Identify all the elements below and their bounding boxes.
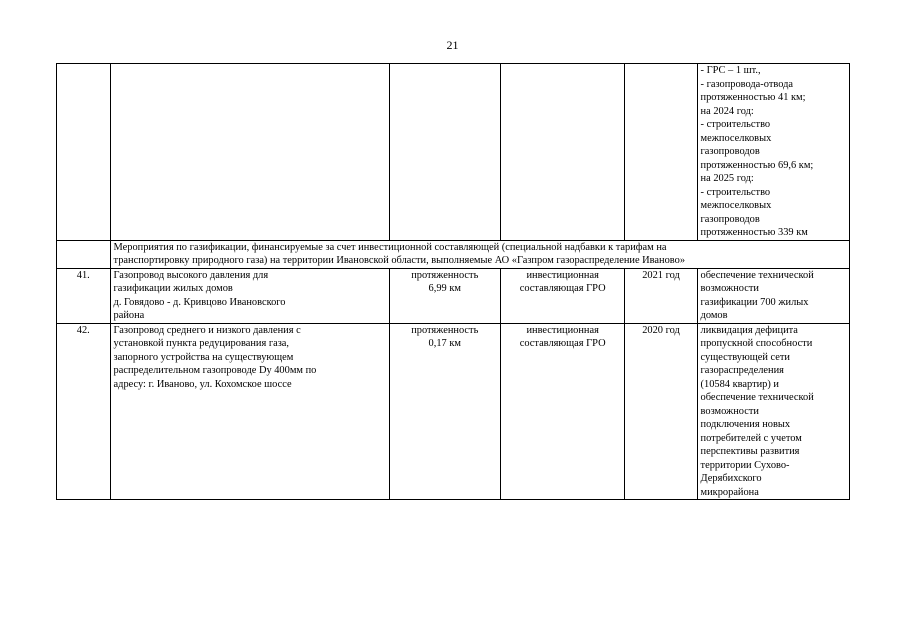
result-line: перспективы развития: [700, 446, 800, 457]
result-cell: [697, 323, 849, 500]
object-line: запорного устройства на существующем: [113, 351, 294, 363]
result-line: ликвидация дефицита: [700, 324, 798, 336]
result-line: - газопровода-отвода: [700, 78, 793, 90]
object-line: распределительном газопроводе Dу 400мм по: [113, 365, 317, 376]
object-line: района: [113, 310, 145, 321]
param-line: протяженность: [411, 324, 479, 336]
section-header-line: транспортировку природного газа) на территории Ивановской области, выполняемые АО «Газпром газораспределение Иваново»: [113, 255, 686, 266]
continuation-result-cell: [697, 64, 849, 241]
result-line: - строительство: [700, 119, 771, 130]
year-cell: 2021 год: [625, 268, 697, 323]
row-number: 42.: [57, 323, 111, 500]
object-line: Газопровод высокого давления для: [113, 269, 269, 281]
section-header-number-cell: [57, 240, 111, 268]
param-line: 6,99 км: [428, 283, 461, 294]
source-line: инвестиционная: [526, 324, 599, 336]
object-line: д. Говядово - д. Кривцово Ивановского: [113, 296, 286, 308]
year-cell: 2020 год: [625, 323, 697, 500]
continuation-row: [57, 64, 850, 241]
result-line: межпоселковых: [700, 200, 772, 211]
continuation-source-cell: [500, 64, 625, 241]
result-line: пропускной способности: [700, 338, 813, 349]
source-cell: [500, 268, 625, 323]
result-line: на 2024 год:: [700, 105, 754, 117]
result-line: газораспределения: [700, 365, 784, 376]
source-line: составляющая ГРО: [519, 338, 606, 349]
result-line: на 2025 год:: [700, 173, 754, 184]
result-line: обеспечение технической: [700, 269, 814, 281]
section-header-line: Мероприятия по газификации, финансируемые за счет инвестиционной составляющей (специальной надбавки к тарифам на: [113, 241, 667, 253]
param-line: протяженность: [411, 269, 479, 281]
row-number: 41.: [57, 268, 111, 323]
result-line: подключения новых: [700, 419, 791, 430]
source-cell: [500, 323, 625, 500]
result-line: существующей сети: [700, 351, 790, 363]
section-header-cell: [110, 240, 849, 268]
result-line: обеспечение технической: [700, 392, 814, 403]
object-line: адресу: г. Иваново, ул. Кохомское шоссе: [113, 378, 292, 390]
result-line: газопроводов: [700, 213, 760, 225]
result-cell: [697, 268, 849, 323]
result-line: домов: [700, 310, 728, 321]
result-line: межпоселковых: [700, 132, 772, 144]
result-line: - строительство: [700, 186, 771, 198]
result-line: территории Сухово-: [700, 459, 790, 471]
continuation-year-cell: [625, 64, 697, 241]
object-line: установкой пункта редуцирования газа,: [113, 338, 290, 349]
continuation-param-cell: [389, 64, 500, 241]
object-cell: [110, 323, 389, 500]
result-line: протяженностью 339 км: [700, 227, 808, 238]
result-line: газопроводов: [700, 146, 760, 157]
object-cell: [110, 268, 389, 323]
continuation-number-cell: [57, 64, 111, 241]
object-line: газификации жилых домов: [113, 283, 233, 294]
result-line: потребителей с учетом: [700, 432, 802, 444]
result-line: протяженностью 41 км;: [700, 92, 806, 103]
param-cell: [389, 323, 500, 500]
result-line: протяженностью 69,6 км;: [700, 159, 814, 171]
result-line: возможности: [700, 283, 759, 294]
object-line: Газопровод среднего и низкого давления с: [113, 324, 301, 336]
table-row: [57, 268, 850, 323]
result-line: - ГРС – 1 шт.,: [700, 65, 761, 76]
page-number: 21: [446, 38, 459, 52]
param-cell: [389, 268, 500, 323]
result-line: Дерябихского: [700, 473, 762, 484]
continuation-object-cell: [110, 64, 389, 241]
source-line: составляющая ГРО: [519, 283, 606, 294]
result-line: (10584 квартир) и: [700, 378, 779, 390]
result-line: газификации 700 жилых: [700, 296, 809, 308]
result-line: микрорайона: [700, 486, 759, 498]
table-row: [57, 323, 850, 500]
param-line: 0,17 км: [428, 338, 461, 349]
result-line: возможности: [700, 405, 759, 417]
source-line: инвестиционная: [526, 269, 599, 281]
gasification-table: [56, 63, 850, 500]
section-header-row: [57, 240, 850, 268]
